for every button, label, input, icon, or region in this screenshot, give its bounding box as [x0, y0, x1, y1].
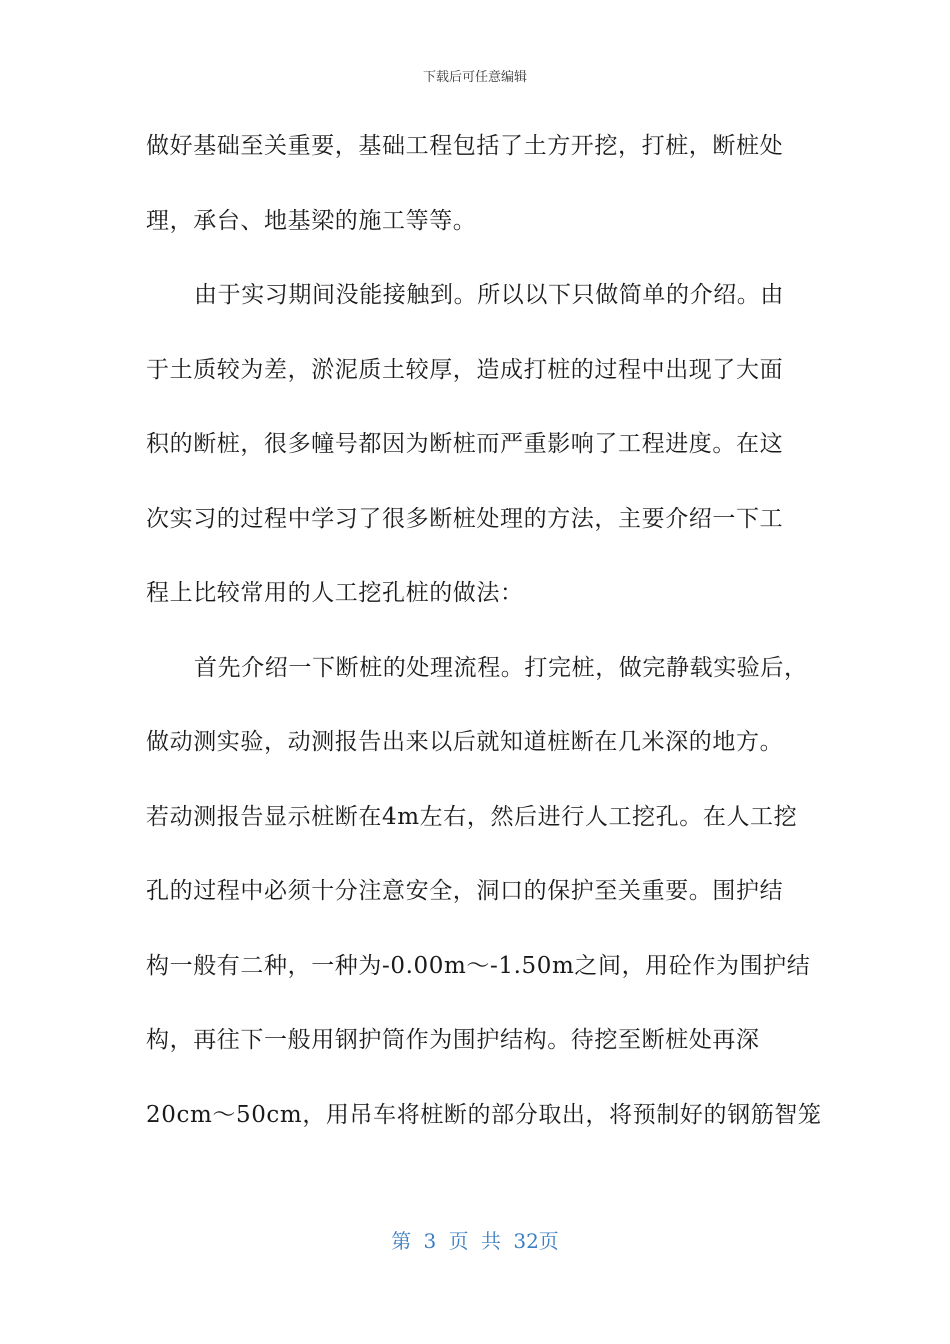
text-line-5: 积的断桩，很多幢号都因为断桩而严重影响了工程进度。在这: [146, 431, 784, 457]
text-line-8: 首先介绍一下断桩的处理流程。打完桩，做完静载实验后，: [194, 654, 808, 681]
text-line-11: 孔的过程中必须十分注意安全，洞口的保护至关重要。围护结: [146, 878, 784, 904]
page-footer: 第 3 页 共 32页: [391, 1229, 559, 1253]
text-line-12: 构一般有二种，一种为-0.00m～-1.50m之间，用砼作为围护结: [146, 952, 811, 979]
text-line-3: 由于实习期间没能接触到。所以以下只做简单的介绍。由: [194, 282, 784, 308]
text-line-9: 做动测实验，动测报告出来以后就知道桩断在几米深的地方。: [146, 729, 784, 755]
text-line-14: 20cm～50cm，用吊车将桩断的部分取出，将预制好的钢筋智笼: [146, 1101, 822, 1128]
text-line-7: 程上比较常用的人工挖孔桩的做法：: [146, 580, 524, 606]
text-line-1: 做好基础至关重要，基础工程包括了土方开挖，打桩，断桩处: [146, 133, 784, 159]
page-header: 下载后可任意编辑: [422, 70, 527, 85]
text-line-13: 构，再往下一般用钢护筒作为围护结构。待挖至断桩处再深: [146, 1027, 760, 1053]
text-line-4: 于土质较为差，淤泥质土较厚，造成打桩的过程中出现了大面: [146, 356, 784, 383]
text-line-10: 若动测报告显示桩断在4m左右，然后进行人工挖孔。在人工挖: [146, 803, 798, 830]
text-line-6: 次实习的过程中学习了很多断桩处理的方法，主要介绍一下工: [146, 505, 784, 532]
document-body: [146, 122, 826, 1165]
text-line-2: 理，承台、地基梁的施工等等。: [146, 207, 477, 234]
